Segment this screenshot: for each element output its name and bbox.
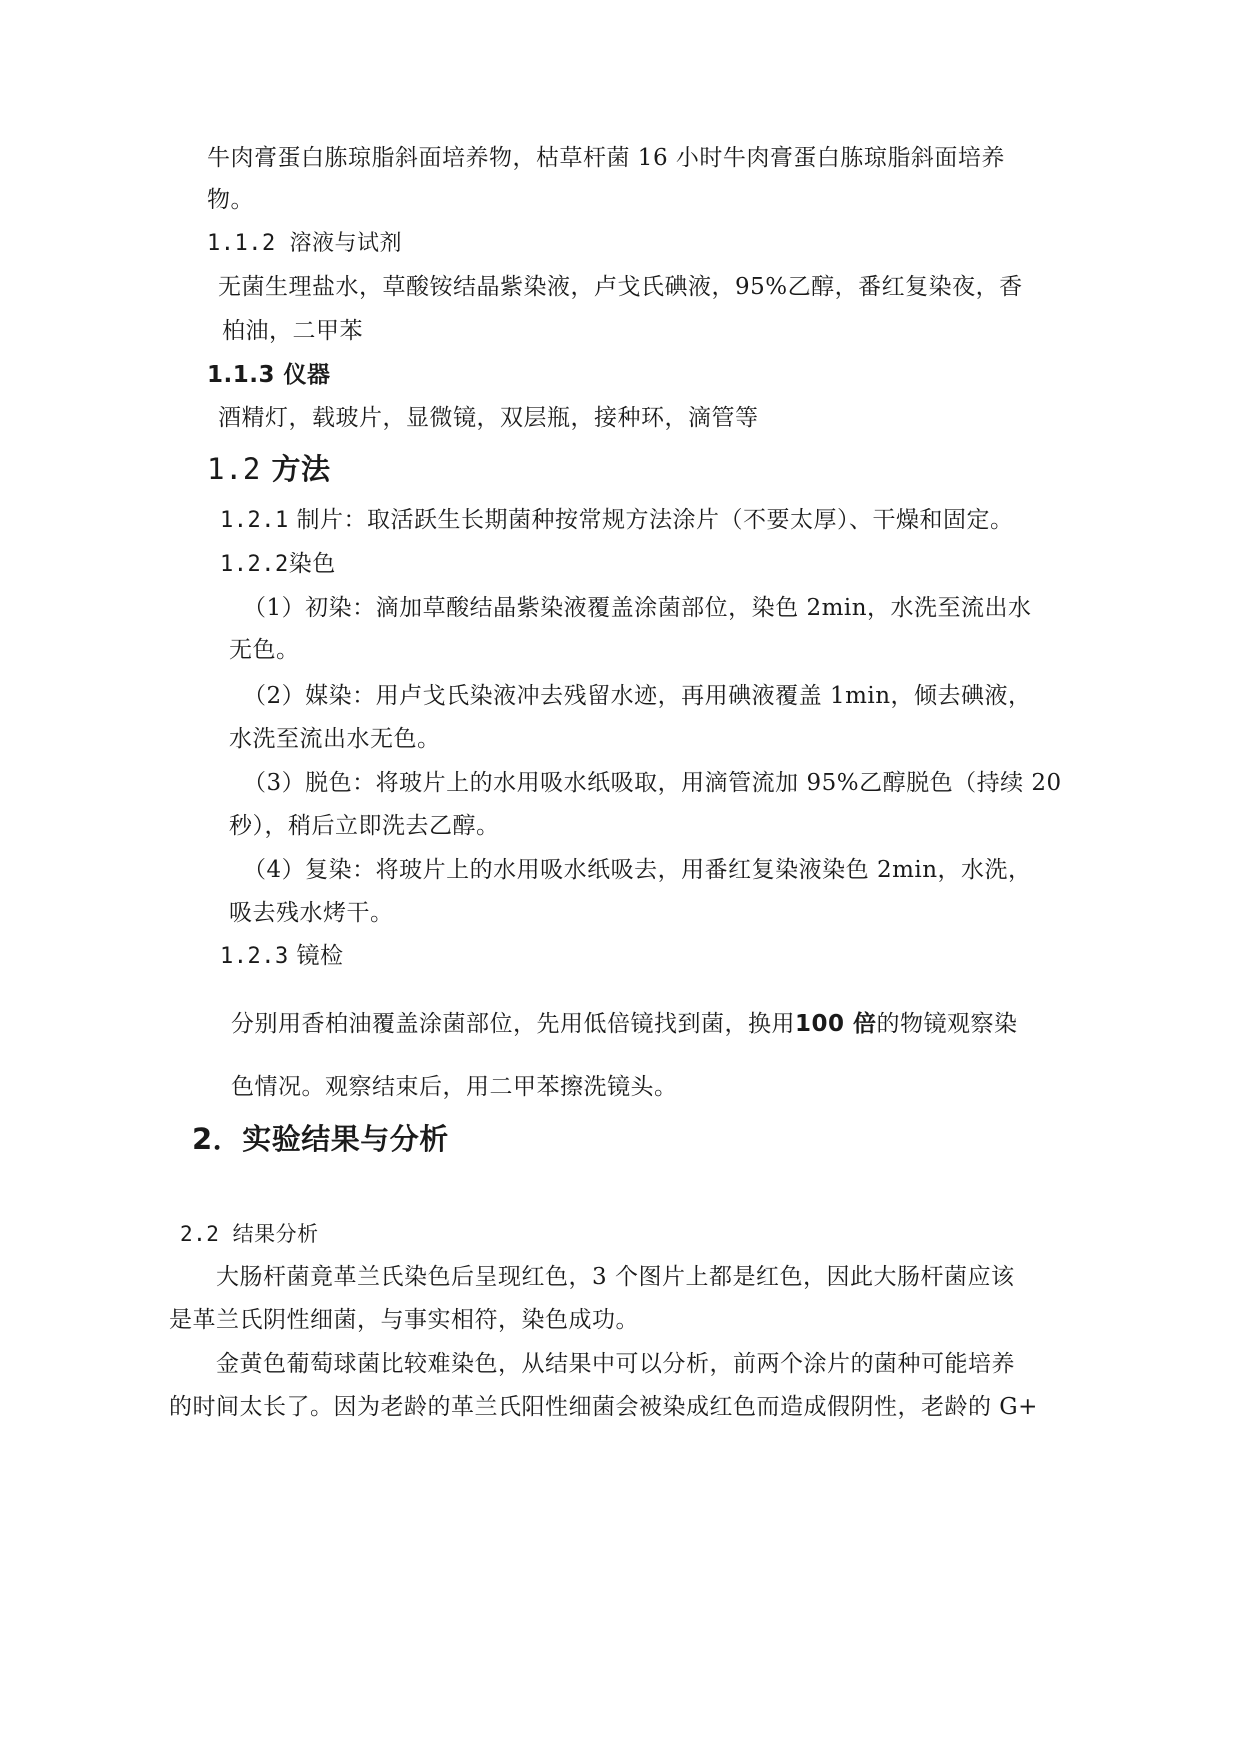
heading-title: 染色 [288, 551, 336, 577]
section-heading-2 [192, 1121, 449, 1157]
heading-number: 1.2 [207, 452, 261, 486]
text-run: 分别用香柏油覆盖涂菌部位，先用低倍镜找到菌，换用 [231, 1011, 795, 1037]
paragraph-line: 是革兰氏阴性细菌，与事实相符，染色成功。 [169, 1307, 639, 1333]
paragraph-line: 金黄色葡萄球菌比较难染色，从结果中可以分析，前两个涂片的菌种可能培养 [216, 1351, 1015, 1377]
paragraph-line: 柏油，二甲苯 [222, 318, 363, 344]
step-line: 无色。 [229, 637, 300, 663]
subsection-heading-1-2-3 [220, 941, 344, 972]
paragraph-line: 大肠杆菌竟革兰氏染色后呈现红色，3 个图片上都是红色，因此大肠杆菌应该 [216, 1264, 1015, 1290]
paragraph-line: 物。 [207, 187, 254, 213]
emphasis-text: 100 倍 [795, 1011, 877, 1037]
heading-title: 镜检 [296, 943, 344, 969]
step-line: （2）媒染：用卢戈氏染液冲去残留水迹，再用碘液覆盖 1min，倾去碘液， [243, 683, 1032, 709]
heading-number: 1.2.1 [220, 508, 289, 533]
subsection-1-2-1 [220, 505, 1014, 536]
paragraph-line: 酒精灯，载玻片，显微镜，双层瓶，接种环，滴管等 [218, 405, 759, 431]
subsection-heading-2-2 [180, 1219, 319, 1249]
heading-title: 方法 [271, 452, 331, 486]
subsection-heading-1-1-3: 1.1.3 仪器 [207, 362, 331, 388]
heading-number: 1.2.2 [220, 552, 289, 577]
paragraph-line: 色情况。观察结束后，用二甲苯擦洗镜头。 [231, 1074, 678, 1100]
paragraph-line [231, 1009, 1018, 1039]
step-line: 吸去残水烤干。 [229, 900, 394, 926]
paragraph-line: 牛肉膏蛋白胨琼脂斜面培养物，枯草杆菌 16 小时牛肉膏蛋白胨琼脂斜面培养 [207, 145, 1005, 171]
step-line: 秒），稍后立即洗去乙醇。 [229, 813, 500, 839]
step-line: （4）复染：将玻片上的水用吸水纸吸去，用番红复染液染色 2min，水洗， [243, 857, 1032, 883]
subsection-heading-1-2-2 [220, 549, 336, 580]
heading-number: 1.1.2 [207, 231, 276, 256]
paragraph-line: 无菌生理盐水，草酸铵结晶紫染液，卢戈氏碘液，95%乙醇，番红复染夜，香 [218, 274, 1023, 300]
step-line: （3）脱色：将玻片上的水用吸水纸吸取，用滴管流加 95%乙醇脱色（持续 20 [243, 770, 1062, 796]
heading-title: 结果分析 [232, 1222, 319, 1246]
subsection-text: 制片：取活跃生长期菌种按常规方法涂片（不要太厚）、干燥和固定。 [296, 507, 1014, 533]
step-line: （1）初染：滴加草酸结晶紫染液覆盖涂菌部位，染色 2min，水洗至流出水 [243, 595, 1032, 621]
heading-title: 溶液与试剂 [289, 231, 402, 256]
heading-number: 2． [192, 1122, 243, 1156]
section-heading-1-2 [207, 451, 331, 487]
heading-number: 1.2.3 [220, 944, 289, 969]
subsection-heading-1-1-2 [207, 229, 402, 259]
text-run: 的物镜观察染 [876, 1011, 1018, 1037]
paragraph-line: 的时间太长了。因为老龄的革兰氏阳性细菌会被染成红色而造成假阴性，老龄的 G+ [169, 1394, 1038, 1420]
heading-number: 2.2 [180, 1222, 220, 1246]
step-line: 水洗至流出水无色。 [229, 726, 441, 752]
heading-title: 实验结果与分析 [242, 1122, 449, 1156]
